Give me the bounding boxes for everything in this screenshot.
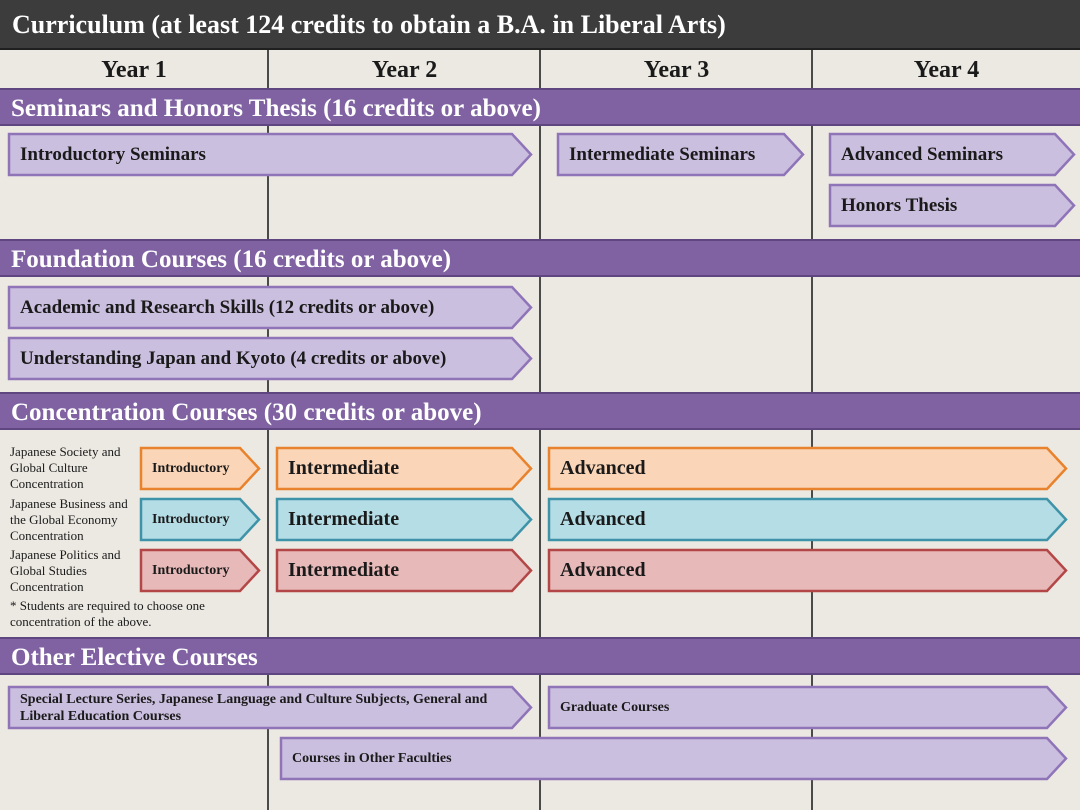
concentration-note: * Students are required to choose one concentration of the above. xyxy=(10,598,205,629)
special-lecture-arrow xyxy=(8,686,532,729)
society-introductory-arrow xyxy=(140,447,260,490)
business-introductory-arrow xyxy=(140,498,260,541)
politics-advanced-label: Advanced xyxy=(560,559,646,581)
other-faculties-label: Courses in Other Faculties xyxy=(292,750,452,766)
society-introductory-label: Introductory xyxy=(152,460,230,476)
electives-heading: Other Elective Courses xyxy=(0,637,1080,675)
business-intermediate-label: Intermediate xyxy=(288,508,400,530)
business-advanced-arrow xyxy=(548,498,1067,541)
understanding-japan-label: Understanding Japan and Kyoto (4 credits or above) xyxy=(20,347,447,369)
concentration-name-society: Japanese Society and Global Culture Concentration xyxy=(10,444,121,491)
politics-introductory-arrow xyxy=(140,549,260,592)
advanced-seminars-label: Advanced Seminars xyxy=(841,143,1004,165)
honors-thesis-label: Honors Thesis xyxy=(841,194,958,216)
business-intermediate-arrow xyxy=(276,498,532,541)
concentration-heading: Concentration Courses (30 credits or above) xyxy=(0,392,1080,430)
society-intermediate-label: Intermediate xyxy=(288,457,400,479)
advanced-seminars-arrow xyxy=(829,133,1075,176)
foundation-heading: Foundation Courses (16 credits or above) xyxy=(0,239,1080,277)
concentration-name-politics: Japanese Politics and Global Studies Concentration xyxy=(10,547,121,594)
business-advanced-label: Advanced xyxy=(560,508,646,530)
intermediate-seminars-label: Intermediate Seminars xyxy=(569,143,756,165)
politics-advanced-arrow xyxy=(548,549,1067,592)
academic-skills-label: Academic and Research Skills (12 credits or above) xyxy=(20,296,435,318)
academic-skills-arrow xyxy=(8,286,532,329)
introductory-seminars-label: Introductory Seminars xyxy=(20,143,206,165)
society-intermediate-arrow xyxy=(276,447,532,490)
year-header-2: Year 2 xyxy=(371,57,438,83)
society-advanced-label: Advanced xyxy=(560,457,646,479)
year-header-4: Year 4 xyxy=(913,57,980,83)
year-header-3: Year 3 xyxy=(643,57,710,83)
other-faculties-arrow xyxy=(280,737,1067,780)
concentration-name-business: Japanese Business and the Global Economy Concentration xyxy=(10,496,128,543)
graduate-courses-label: Graduate Courses xyxy=(560,699,670,715)
business-introductory-label: Introductory xyxy=(152,511,230,527)
understanding-japan-arrow xyxy=(8,337,532,380)
special-lecture-label: Special Lecture Series, Japanese Language and Culture Subjects, General and Liberal Education Courses xyxy=(20,691,488,724)
politics-intermediate-arrow xyxy=(276,549,532,592)
introductory-seminars-arrow xyxy=(8,133,532,176)
politics-introductory-label: Introductory xyxy=(152,562,230,578)
column-divider xyxy=(539,50,541,810)
diagram-title: Curriculum (at least 124 credits to obtain a B.A. in Liberal Arts) xyxy=(0,0,1080,50)
year-header-1: Year 1 xyxy=(101,57,167,83)
honors-thesis-arrow xyxy=(829,184,1075,227)
intermediate-seminars-arrow xyxy=(557,133,804,176)
graduate-courses-arrow xyxy=(548,686,1067,729)
society-advanced-arrow xyxy=(548,447,1067,490)
politics-intermediate-label: Intermediate xyxy=(288,559,400,581)
seminars-heading: Seminars and Honors Thesis (16 credits or above) xyxy=(0,88,1080,126)
